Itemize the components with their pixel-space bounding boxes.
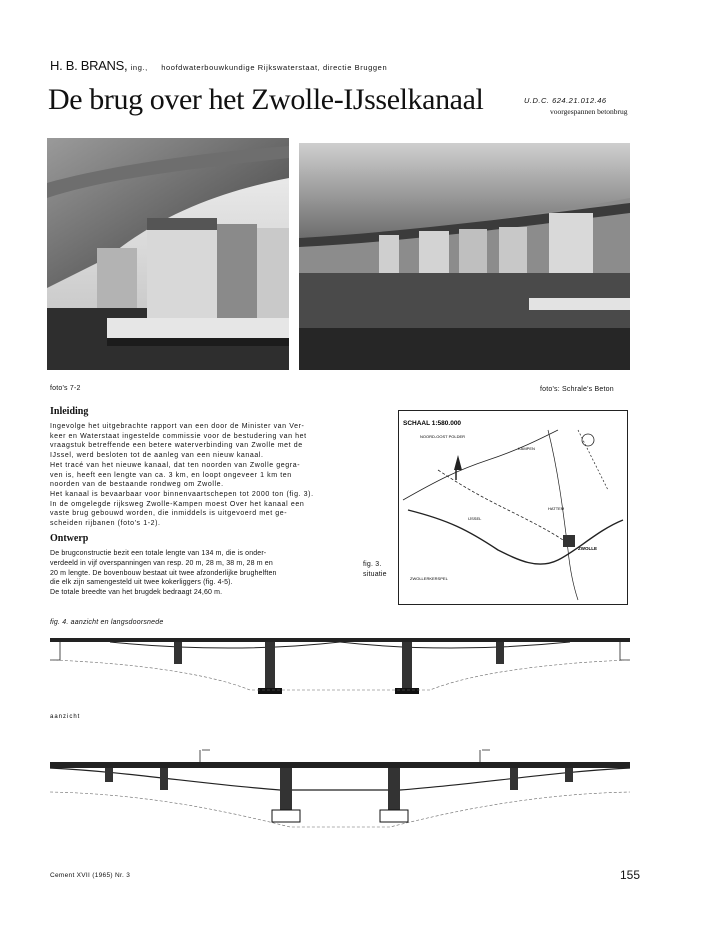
- text-line: Het kanaal is bevaarbaar voor binnenvaartschepen tot 2000 ton (fig. 3).: [50, 490, 314, 498]
- article-title: De brug over het Zwolle-IJsselkanaal: [48, 83, 484, 116]
- text-line: ven is, heeft een lengte van ca. 3 km, en loopt ongeveer 1 km ten: [50, 471, 292, 479]
- map-scale-label: SCHAAL 1:580.000: [403, 420, 462, 427]
- text-line: noorden van de bestaande rondweg om Zwolle.: [50, 481, 224, 489]
- map-caption-1: fig. 3.: [363, 561, 382, 568]
- map-caption-2: situatie: [363, 571, 387, 578]
- text-line: In de omgelegde rijksweg Zwolle-Kampen moest Over het kanaal een: [50, 500, 305, 508]
- map-label-hattem: HATTEM: [548, 506, 565, 511]
- section-inleiding-heading: [50, 406, 88, 417]
- text-line: Ingevolge het uitgebrachte rapport van een door de Minister van Ver-: [50, 423, 305, 430]
- map-label-polder: NOORD-OOST POLDER: [420, 434, 466, 439]
- photo-caption-right: foto's: Schrale's Beton: [540, 386, 614, 393]
- bridge-photo-2: [299, 143, 630, 370]
- bridge-longitudinal-section: [50, 732, 630, 852]
- page-number: 155: [620, 868, 641, 882]
- photo-caption-left: foto's 7-2: [50, 385, 81, 392]
- bridge-photo-2-image: [299, 143, 630, 370]
- section-ontwerp-heading: [50, 533, 88, 544]
- text-line: vraagstuk betreffende een betere waterverbinding van Zwolle met de: [50, 442, 303, 450]
- ontwerp-heading-text: Ontwerp: [50, 533, 89, 544]
- bridge-elevation-drawing: [50, 630, 630, 720]
- bridge-elevation-svg: [50, 630, 630, 720]
- inleiding-heading-text: Inleiding: [50, 406, 89, 417]
- text-line: vaste brug gebouwd worden, die inmiddels is uitgevoerd met ge-: [50, 510, 288, 518]
- fig4-caption: fig. 4. aanzicht en langsdoorsnede: [50, 619, 164, 626]
- map-label-ijssel: IJSSEL: [468, 516, 482, 521]
- bridge-photo-1: [47, 138, 289, 370]
- author-name: H. B. BRANS,: [50, 58, 128, 73]
- text-line: IJssel, werd besloten tot de aanleg van een nieuw kanaal.: [50, 452, 264, 460]
- section-ontwerp-text: [50, 549, 342, 598]
- text-line: 20 m lengte. De bovenbouw bestaat uit twee afzonderlijke brughelften: [50, 569, 277, 577]
- elevation-label: aanzicht: [50, 714, 81, 720]
- longitudinal-section-svg: [50, 732, 630, 852]
- text-line: scheiden rijbanen (foto's 1-2).: [50, 520, 161, 528]
- author-line: [50, 58, 387, 73]
- text-line: keer en Waterstaat ingestelde commissie voor de bestudering van het: [50, 432, 307, 440]
- text-line: De brugconstructie bezit een totale lengte van 134 m, die is onder-: [50, 550, 267, 557]
- author-affiliation: hoofdwaterbouwkundige Rijkswaterstaat, directie Bruggen: [161, 63, 388, 72]
- bridge-photo-1-image: [47, 138, 289, 370]
- section-inleiding-text: [50, 422, 342, 529]
- udc-code: U.D.C. 624.21.012.46: [524, 96, 607, 105]
- author-suffix: ing.,: [130, 63, 148, 72]
- footer-journal: Cement XVII (1965) Nr. 3: [50, 872, 131, 879]
- text-line: Het tracé van het nieuwe kanaal, dat ten noorden van Zwolle gegra-: [50, 461, 301, 469]
- situation-map-drawing: [398, 410, 628, 605]
- text-line: De totale breedte van het brugdek bedraagt 24,60 m.: [50, 589, 223, 597]
- udc-subject: voorgespannen betonbrug: [550, 107, 628, 116]
- map-label-zwolle: ZWOLLE: [578, 546, 597, 551]
- map-label-kampen: KAMPEN: [518, 446, 535, 451]
- text-line: die elk zijn samengesteld uit twee kokerliggers (fig. 4-5).: [50, 579, 233, 587]
- map-label-zwollerkerspel: ZWOLLERKERSPEL: [410, 576, 448, 581]
- text-line: verdeeld in vijf overspanningen van resp. 20 m, 28 m, 38 m, 28 m en: [50, 559, 273, 567]
- situation-map: [398, 410, 628, 605]
